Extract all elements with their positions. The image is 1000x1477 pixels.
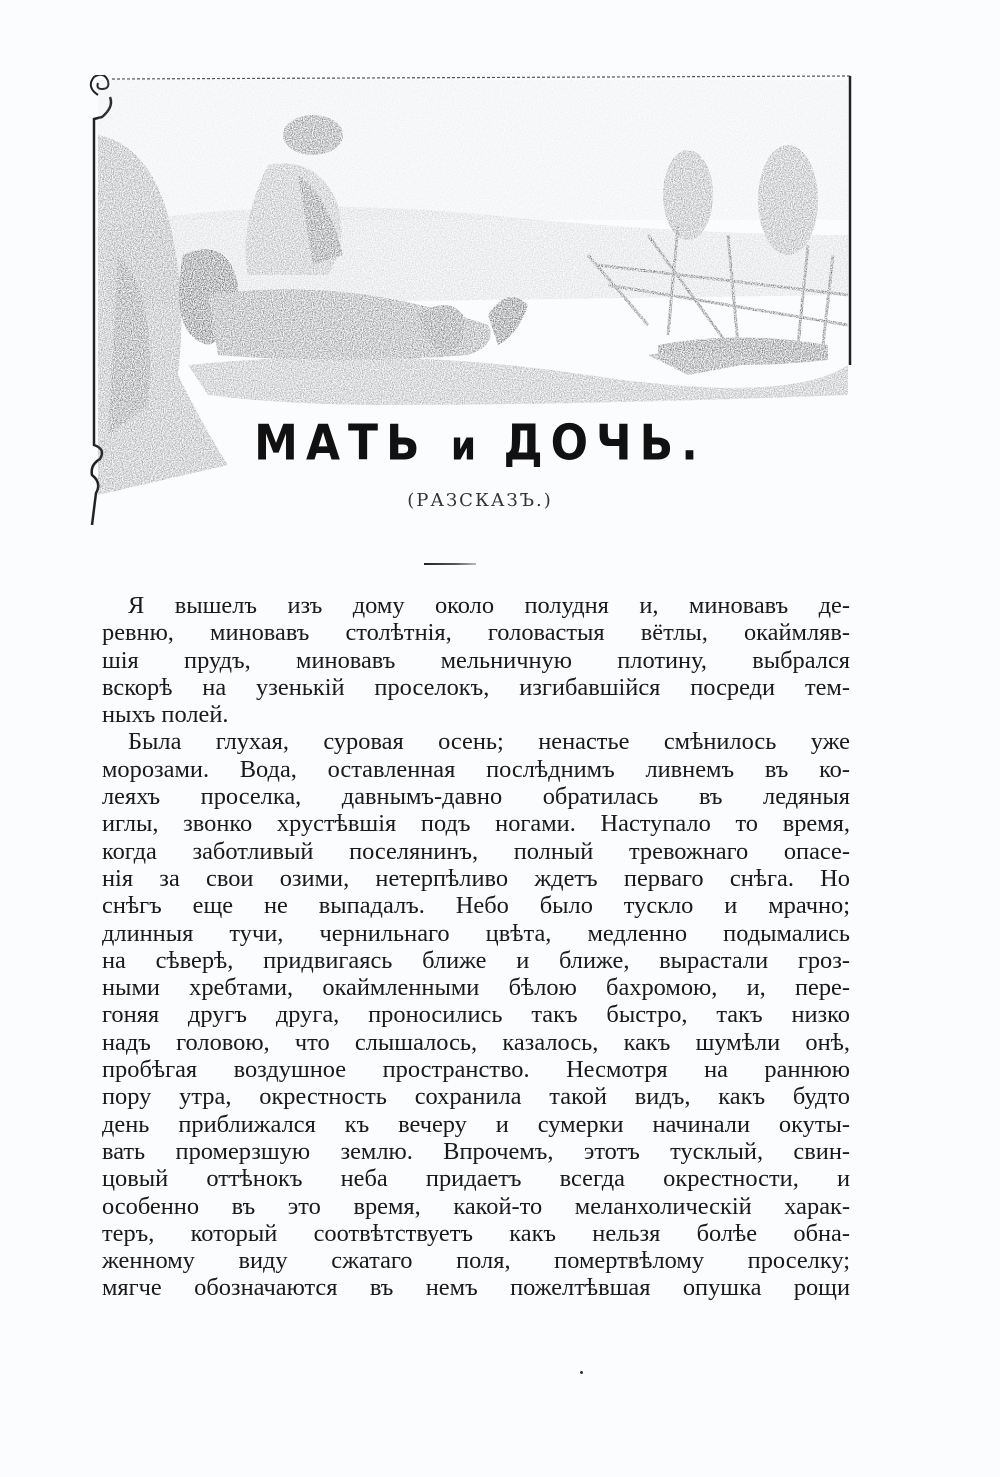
text-line: леяхъ проселка, давнымъ-давно обратилась въ ледяныя bbox=[102, 783, 850, 811]
text-line: мягче обозначаются въ немъ пожелтѣвшая опушка рощи bbox=[102, 1274, 850, 1302]
header-illustration bbox=[88, 75, 856, 545]
subtitle: (РАЗСКАЗЪ.) bbox=[407, 490, 553, 511]
text-line: пору утра, окрестность сохранила такой видъ, какъ будто bbox=[102, 1083, 850, 1111]
text-line: Была глухая, суровая осень; ненастье смѣнилось уже bbox=[128, 728, 850, 756]
page-title bbox=[240, 415, 720, 472]
text-line: гоняя другъ друга, проносились такъ быстро, такъ низко bbox=[102, 1001, 850, 1029]
text-line: ревню, миновавъ столѣтнія, головастыя вётлы, окаймляв- bbox=[102, 619, 850, 647]
text-line: на сѣверѣ, придвигаясь ближе и ближе, вырастали гроз- bbox=[102, 946, 850, 974]
text-line: иглы, звонко хрустѣвшія подъ ногами. Наступало то время, bbox=[102, 810, 850, 838]
text-line: вать промерзшую землю. Впрочемъ, этотъ тусклый, свин- bbox=[102, 1137, 850, 1165]
text-line: день приближался къ вечеру и сумерки начинали окуты- bbox=[102, 1110, 850, 1138]
divider-rule bbox=[424, 563, 476, 565]
text-line: ными хребтами, окаймленными бѣлою бахромою, и, пере- bbox=[102, 974, 850, 1002]
text-line: шія прудъ, миновавъ мельничную плотину, выбрался bbox=[102, 646, 850, 674]
text-line: пробѣгая воздушное пространство. Несмотря на раннюю bbox=[102, 1056, 850, 1084]
ink-speck bbox=[580, 1371, 583, 1374]
text-line: женному виду сжатаго поля, помертвѣлому проселку; bbox=[102, 1247, 850, 1275]
text-line: цовый оттѣнокъ неба придаетъ всегда окрестности, и bbox=[102, 1165, 850, 1193]
text-line: особенно въ это время, какой-то меланхолическій харак- bbox=[102, 1192, 850, 1220]
text-line: длинныя тучи, чернильнаго цвѣта, медленно подымались bbox=[102, 919, 850, 947]
text-line: ныхъ полей. bbox=[102, 701, 229, 729]
text-line: когда заботливый поселянинъ, полный тревожнаго опасе- bbox=[102, 837, 850, 865]
text-line: Я вышелъ изъ дому около полудня и, миновавъ де- bbox=[128, 592, 850, 619]
text-line: теръ, который соотвѣтствуетъ какъ нельзя болѣе обна- bbox=[102, 1219, 850, 1247]
engraving-icon bbox=[88, 75, 856, 545]
paragraph bbox=[102, 592, 850, 728]
text-line: вскорѣ на узенькій проселокъ, изгибавшійся посреди тем- bbox=[102, 673, 850, 701]
paragraph bbox=[102, 728, 850, 1301]
title-word-daughter: ДОЧЬ. bbox=[503, 414, 706, 473]
body-text bbox=[102, 592, 850, 1302]
title-word-mother: МАТЬ bbox=[254, 414, 428, 473]
text-line: морозами. Вода, оставленная послѣднимъ ливнемъ въ ко- bbox=[102, 755, 850, 783]
text-line: надъ головою, что слышалось, казалось, какъ шумѣли онѣ, bbox=[102, 1028, 850, 1056]
text-line: снѣгъ еще не выпадалъ. Небо было тускло и мрачно; bbox=[102, 892, 850, 920]
text-line: нія за свои озими, нетерпѣливо ждетъ перваго снѣга. Но bbox=[102, 864, 850, 892]
title-conjunction: и bbox=[450, 423, 481, 470]
